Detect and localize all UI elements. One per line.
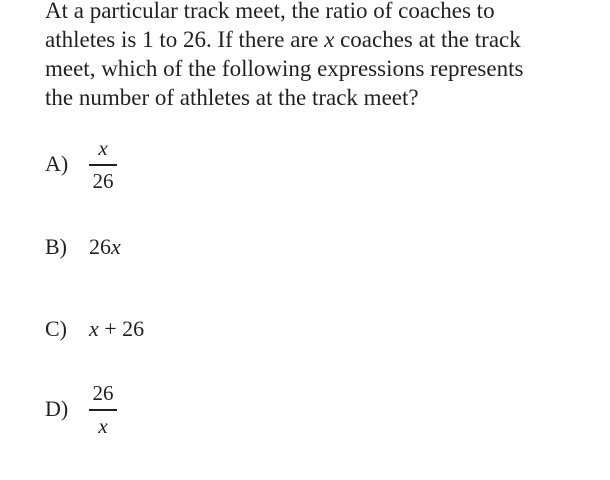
question-line-2-start: athletes is 1 to 26. If there are	[45, 27, 325, 52]
choice-a-letter: A)	[45, 151, 69, 177]
choice-d-fraction	[89, 381, 117, 438]
choice-c-variable: x	[89, 316, 99, 341]
choice-c-letter: C)	[45, 316, 67, 341]
choice-a-numerator: x	[98, 136, 108, 160]
choice-d-letter: D)	[45, 396, 69, 422]
question-line-1: At a particular track meet, the ratio of coaches to	[45, 0, 495, 23]
variable-x: x	[324, 27, 335, 52]
choice-a[interactable]	[45, 136, 117, 193]
choice-a-fraction	[89, 136, 117, 193]
choice-d-denominator: x	[98, 413, 108, 438]
choice-a-denominator: 26	[92, 168, 114, 193]
choice-d-numerator: 26	[92, 381, 114, 405]
choice-c-constant: + 26	[98, 316, 145, 341]
choice-b-variable: x	[111, 234, 121, 259]
fraction-bar	[89, 409, 117, 411]
choice-c[interactable]	[45, 316, 144, 342]
question-line-2-end: coaches at the track	[334, 27, 521, 52]
choice-d[interactable]	[45, 381, 117, 438]
choice-b[interactable]	[45, 234, 121, 260]
fraction-bar	[89, 164, 117, 166]
question-text	[45, 0, 605, 112]
choice-b-coefficient: 26	[89, 234, 111, 259]
question-line-2	[45, 25, 605, 54]
question-line-3: meet, which of the following expressions represents	[45, 56, 524, 81]
choice-c-expression	[89, 316, 144, 342]
question-line-4: the number of athletes at the track meet?	[45, 85, 419, 110]
choice-b-expression	[89, 234, 121, 260]
choice-b-letter: B)	[45, 234, 67, 259]
